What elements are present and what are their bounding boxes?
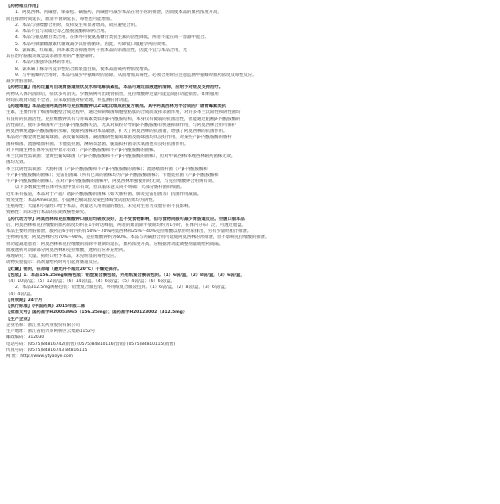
- section-heading-line: 【贮藏】密封，在凉暗（避光并不超过20℃）干燥处保存。: [6, 266, 122, 272]
- text-line: 活性部位，使许多细菌所产生的β-内酰胺酶失活，尤其对质粒介导的β-内酰胺酶有快速抑制作用，与阿莫西林合用可保护: [6, 122, 236, 128]
- section-heading-line: 【包装】1．本品156.25mg规格包装：铝塑复合膜包装，外用纸复合膜袋包封。（1）6袋/盒，（2）8袋/盒，（3）6袋/盒，: [6, 272, 245, 278]
- text-line: 网 址：http://www.ytyaoye.com: [6, 354, 73, 359]
- text-line: 7．本品可加强华法林的作用。: [15, 60, 75, 66]
- text-line: 2．本品312.5mg规格包装：铝塑复合膜包装，外用纸复合膜袋包封。（1）6袋/盒，（2）8袋/盒，（3）6袋/盒，: [15, 285, 230, 291]
- text-line: 电话号码：(0575)84816742(销售) (0575)84810116(营销) (0575)84810115(销售): [6, 341, 176, 347]
- text-line: 以下多数微生物在体外实验中显示有效，但其临床意义尚不明确：大部分肠杆菌科细菌。: [15, 185, 185, 191]
- text-line: 减少肾脏清除。: [6, 79, 37, 84]
- section-heading-line: 【药理毒理】本品是由阿莫西林与克拉维酸钾以2∶1配比组成的复方制剂。其中阿莫西林为半合成的广谱青霉素类抗: [6, 104, 226, 109]
- text-line: 菌均无效。: [6, 160, 28, 166]
- text-line: 肾功能减退患者：阿莫西林和克拉维酸的消除半衰期均延长，血药浓度升高，应根据肾功能调整剂量或给药间隔。: [6, 241, 224, 247]
- text-line: 8．氯苯磺丁脲等可竞争性结合血浆蛋白质，使本品游离药物浓度增高。: [15, 66, 153, 72]
- text-line: 生物利用度：阿莫西林约为70%～90%，克拉维酸钾约为60%。本品与丙磺舒合用可延缓阿莫西林的肾排泄，但不影响克拉维酸的排泄。: [6, 235, 270, 241]
- section-heading-line: 【药物相互作用】: [6, 4, 41, 9]
- text-line: 生素，主要作用于细菌细胞壁合成过程中，通过抑制细菌细胞壁粘肽的合成而发挥杀菌作用，对许多革兰氏阳性和阴性菌均: [6, 110, 241, 116]
- text-line: 生产地址：浙江省绍兴市柯桥区云集路1152号: [6, 329, 96, 334]
- text-line: 革兰氏阳性需氧菌：金黄色葡萄球菌（产β-内酰胺酶和不产β-内酰胺酶的菌株），但对甲氧西林/苯唑西林耐药菌株无效。: [6, 154, 236, 159]
- text-line: 生殖毒性：大鼠和小鼠经口给予本品，剂量达人用剂量的数倍，未见对生育力及胎仔的不良影响。: [6, 204, 193, 209]
- text-line: 其在治疗脑膜炎或急需杀菌作用的严重感染时。: [6, 54, 98, 59]
- text-line: 4．本品与氨基糖苷类合用，在体外可使氨基糖苷类抗生素的活性降低，两者不能在同一容器中混合。: [15, 35, 209, 41]
- text-line: 2．本品与别嘌醇合用时，皮疹发生率显著增高，故应避免合用。: [15, 22, 140, 28]
- text-line: 对下列微生物在体外实验中显示有效：产β-内酰胺酶和不产β-内酰胺酶的菌株。: [6, 147, 158, 153]
- package-insert-document: [6, 4, 494, 496]
- text-line: 后，阿莫西林和克拉维酸的血药浓度均约在1小时达峰值，两者的血消除半衰期均约为1小时，在体内分布广泛，可透过胎盘。: [6, 222, 246, 228]
- section-heading-line: 【药代动力学】阿莫西林和克拉维酸钾口服后均吸收良好，且不受食物影响，但与食物同服可减少胃肠道反应。空腹口服本品: [6, 216, 245, 222]
- text-line: 邮政编码：312030: [6, 335, 45, 341]
- text-line: 菌科细菌、流感嗜血杆菌、卡他莫拉菌、淋病奈瑟菌、脆弱拟杆菌等厌氧菌也有良好抗菌作用。: [6, 141, 189, 147]
- text-line: 6．氯霉素、红霉素、四环素类等抑菌剂可干扰本品的杀菌活性，因此不宜与本品合用，尤: [15, 47, 188, 53]
- text-line: 药物从人体内清除后，症状多可消失。少数病例可出现肾损害，克拉维酸钾过量可能造成肝功能损害。如果服用: [6, 91, 219, 97]
- text-line: 有良好的抗菌活性。克拉维酸钾具有与青霉素类似的β-内酰胺结构，本身仅有微弱的抗菌活性，但能通过阻断β-内酰胺酶的: [6, 116, 241, 122]
- section-heading-line: 【批准文号】国药准字H20053965（156.25mg）；国药准字H20123002（312.5mg）: [6, 310, 188, 316]
- text-line: 不产β-内酰胺酶的菌株）。在对产β-内酰胺酶的菌株中，阿莫西林单独使用时无效，与克拉维酸钾合用则有效。: [6, 179, 217, 184]
- text-line: 而且排泄时间延长，血清半衰期延长，毒性也可能增加。: [6, 16, 115, 22]
- text-line: （4）4袋/盒。: [6, 291, 35, 297]
- text-line: 近年来有报道，本品对于产超广谱β-内酰胺酶的菌株（如大肠杆菌、肺炎克雷伯菌等）抗菌作用减弱。: [6, 191, 202, 197]
- section-heading-line: 【有效期】24个月: [6, 297, 43, 303]
- text-line: 9．与甲氨蝶呤合用时，本品可减少甲氨蝶呤的清除，从而增加其毒性。必须合用时应注意监测甲氨蝶呤血药浓度及毒性反应。: [15, 72, 257, 78]
- section-heading-line: 【生产企业】: [6, 316, 33, 322]
- text-line: 毒理研究：大鼠、狗经口给予本品，未见明显的毒性反应。: [6, 254, 119, 259]
- text-line: 本品对产酶金黄色葡萄球菌、表皮葡萄球菌、凝固酶阴性葡萄球菌及肠球菌均具良好作用，对某些产β-内酰胺酶的肠杆: [6, 135, 232, 141]
- section-heading-line: 【执行标准】《中国药典》2015年版二部: [6, 304, 86, 309]
- text-line: 致突变性：本品Ames试验、小鼠淋巴瘤试验及染色体畸变试验结果均为阴性。: [6, 197, 157, 203]
- text-line: 1．阿莫西林、丙磺舒、保泰松、磺胺药、丙磺舒可减少本品在肾小管的排泄，因而使本品的血药浓度升高，: [15, 10, 222, 16]
- text-line: 5．本品可刺激雌激素代谢或减少其肝肠循环，因此，可降低口服避孕药的效果。: [15, 41, 170, 47]
- text-line: 致癌性：尚未进行本品的长期致癌性研究。: [6, 210, 89, 216]
- section-heading-line: 【药物过量】用药过量可出现胃肠道症状及水和电解质紊乱，本品可通过血液透析清除，应给予对症及支持治疗。: [6, 85, 224, 91]
- text-line: 3．本品不宜与双硫仑等乙醛脱氢酶抑制药合用。: [15, 29, 109, 34]
- text-line: 动物实验提示：高剂量给药时可引起胃肠道反应。: [6, 260, 102, 266]
- text-line: 时间长或肾功能不全者，应采取措施对症处理，并监测肝肾功能。: [6, 97, 132, 103]
- text-line: 企业名称：浙江亚太药业股份有限公司: [6, 322, 80, 328]
- text-line: 革兰氏阴性需氧菌：大肠杆菌（产β-内酰胺酶和不产β-内酰胺酶的菌株）；流感嗜血杆菌（产β-内酰胺酶和: [6, 166, 208, 172]
- text-line: 阿莫西林免遭β-内酰胺酶的水解，使耐药菌株对本品敏感，扩大了阿莫西林的抗菌谱，增强了阿莫西林的抗菌作用。: [6, 129, 228, 134]
- text-line: 不产β-内酰胺酶的菌株）；克雷伯菌属（所有已知的菌株均为产β-内酰胺酶菌株）；卡他莫拉菌（产β-内酰胺酶和: [6, 172, 219, 178]
- text-line: 本品主要经肾脏排泄，服药后6小时内约有50%～70%阿莫西林和25%～40%克拉维酸以原形经尿排出，另有少量经胆汁排泄。: [6, 229, 252, 234]
- text-line: 血液透析可清除部分阿莫西林和克拉维酸，透析后应补充给药。: [6, 247, 128, 253]
- text-line: 传真号码：(0575)84816743 84816115: [6, 347, 88, 353]
- text-line: （4）10袋/盒；（5）12袋/盒；（6）14袋/盒，（4）6袋/盒；（5）4袋/盒；（6）6袋/盒。: [6, 279, 175, 284]
